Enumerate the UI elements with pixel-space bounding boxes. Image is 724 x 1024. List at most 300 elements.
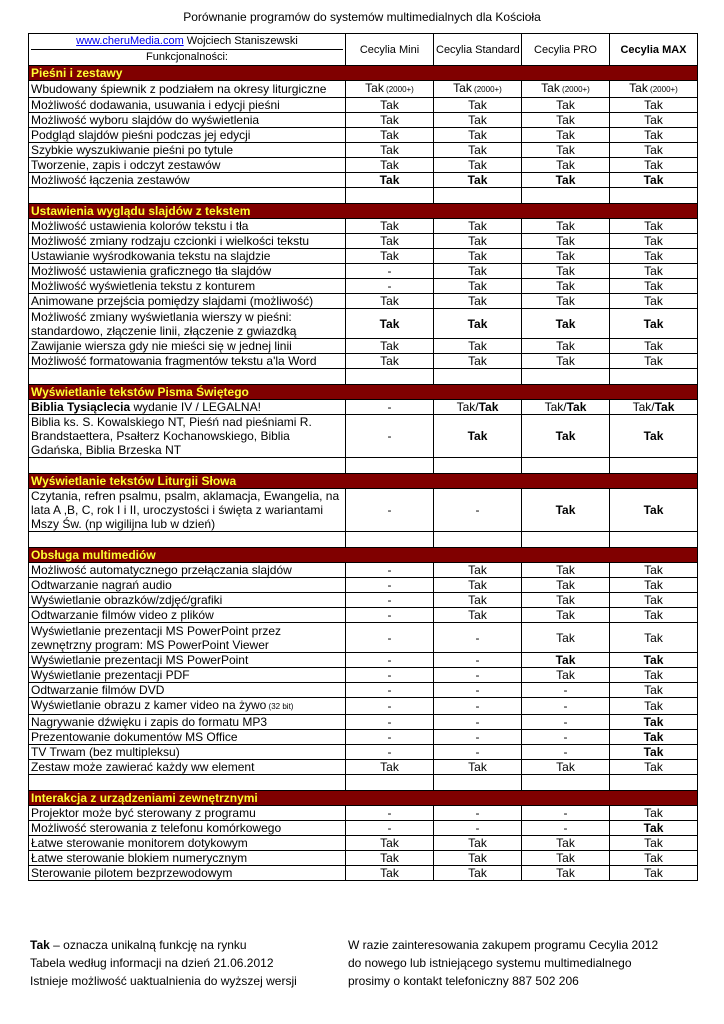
feature-label [29,128,346,143]
value-text: - [387,730,392,744]
value-text: Tak [468,128,487,142]
value-cell-max [610,745,698,760]
feature-label [29,608,346,623]
value-cell-max [610,264,698,279]
value-cell-mini [346,98,434,113]
comparison-table [28,33,698,881]
value-cell-pro [522,730,610,745]
value-cell-standard [434,730,522,745]
value-text: - [475,730,480,744]
feature-label [29,836,346,851]
value-text: Tak [541,81,560,95]
value-text: Tak [556,608,575,622]
value-cell-mini [346,851,434,866]
value-cell-max [610,730,698,745]
value-text: Tak [556,294,575,308]
value-text: Tak [556,836,575,850]
feature-label [29,81,346,98]
value-text: Tak [644,339,663,353]
feature-label [29,158,346,173]
spacer-cell [522,775,610,791]
website-link[interactable]: www.cheruMedia.com [76,35,184,47]
value-text: - [387,668,392,682]
value-text: - [387,279,392,293]
value-cell-pro [522,309,610,339]
value-cell-standard [434,578,522,593]
value-note: (2000+) [647,85,678,94]
feature-label-text: Podgląd slajdów pieśni podczas jej edycji [31,128,251,142]
feature-label [29,294,346,309]
value-cell-max [610,81,698,98]
value-text: Tak [644,158,663,172]
value-text: - [475,821,480,835]
feature-label-text: Możliwość sterowania z telefonu komórkowego [31,821,282,835]
table-row [29,489,698,532]
table-row [29,653,698,668]
value-text: Tak [644,836,663,850]
value-text: Tak [644,219,663,233]
value-text: Tak [556,851,575,865]
value-cell-mini [346,730,434,745]
spacer-cell [346,458,434,474]
value-cell-pro [522,489,610,532]
table-row [29,715,698,730]
value-text-bold: Tak [643,821,664,835]
table-row [29,730,698,745]
value-text: Tak [644,128,663,142]
feature-label-text: Możliwość łączenia zestawów [31,173,190,187]
feature-label [29,806,346,821]
value-text-bold: Tak [555,316,576,331]
table-row [29,745,698,760]
value-text: Tak [644,699,663,713]
value-cell-pro [522,279,610,294]
value-cell-mini [346,354,434,369]
header-left-cell [29,34,346,66]
value-text: - [475,630,480,645]
value-text-bold: Tak [643,316,664,331]
value-cell-standard [434,158,522,173]
value-text-bold: Tak [643,745,664,759]
value-text-bold: Tak [467,316,488,331]
spacer-row [29,188,698,204]
value-text: - [563,730,568,744]
value-cell-pro [522,821,610,836]
spacer-cell [434,532,522,548]
value-text: Tak [644,683,663,697]
value-text: - [387,806,392,820]
feature-label [29,730,346,745]
feature-label [29,173,346,188]
feature-label [29,851,346,866]
value-text: Tak [644,113,663,127]
value-text: Tak [644,630,663,645]
value-cell-max [610,158,698,173]
feature-label-text: wydanie IV / LEGALNA! [130,400,261,414]
value-text: Tak [544,400,564,414]
value-text: Tak [468,760,487,774]
value-text: Tak [468,339,487,353]
feature-label [29,339,346,354]
value-cell-max [610,249,698,264]
value-text: - [475,699,480,713]
table-row [29,683,698,698]
feature-label-text: Możliwość zmiany rodzaju czcionki i wielkości tekstu [31,234,310,248]
spacer-cell [29,458,346,474]
value-text: Tak [556,668,575,682]
value-text: - [475,715,480,729]
feature-label-text: Łatwe sterowanie monitorem dotykowym [31,836,248,850]
feature-label-text: Możliwość zmiany wyświetlania wierszy w pieśni: standardowo, złączenie linii, złączenie z gwiazdką [31,309,297,338]
feature-label-text: Tworzenie, zapis i odczyt zestawów [31,158,221,172]
value-cell-mini [346,128,434,143]
value-text: - [387,264,392,278]
feature-label-text: Sterowanie pilotem bezprzewodowym [31,866,233,880]
value-text-bold: Tak [555,653,576,667]
spacer-cell [522,458,610,474]
feature-label [29,563,346,578]
value-text: Tak [468,608,487,622]
value-cell-max [610,593,698,608]
value-cell-mini [346,143,434,158]
value-text: - [563,806,568,820]
feature-label-text: Odtwarzanie nagrań audio [31,578,172,592]
spacer-cell [29,775,346,791]
feature-label-text: Możliwość formatowania fragmentów tekstu a'la Word [31,354,317,368]
spacer-cell [346,188,434,204]
value-text-bold: Tak [643,173,664,187]
value-cell-max [610,715,698,730]
value-cell-standard [434,81,522,98]
value-cell-mini [346,836,434,851]
value-cell-standard [434,715,522,730]
table-row [29,294,698,309]
table-row [29,173,698,188]
value-cell-mini [346,339,434,354]
value-text: - [475,683,480,697]
value-cell-pro [522,806,610,821]
value-cell-pro [522,98,610,113]
value-text: Tak [468,866,487,880]
value-text: Tak [644,279,663,293]
value-text-bold: Tak [654,400,675,414]
value-note: (2000+) [559,85,590,94]
section-title: Wyświetlanie tekstów Pisma Świętego [29,385,698,400]
value-note: (2000+) [383,85,414,94]
value-cell-mini [346,563,434,578]
feature-label-text: Możliwość ustawienia graficznego tła slajdów [31,264,272,278]
feature-label-text: Możliwość wyświetlenia tekstu z konturem [31,279,256,293]
value-cell-mini [346,821,434,836]
value-cell-pro [522,219,610,234]
value-text: Tak [629,81,648,95]
value-cell-mini [346,623,434,653]
value-cell-standard [434,760,522,775]
spacer-row [29,532,698,548]
value-text: - [475,653,480,667]
section-header-row [29,474,698,489]
feature-label-text: Możliwość wyboru slajdów do wyświetlenia [31,113,260,127]
spacer-cell [29,532,346,548]
value-text: Tak [556,354,575,368]
table-row [29,623,698,653]
value-text: Tak [556,113,575,127]
value-cell-pro [522,143,610,158]
legend-text: – oznacza unikalną funkcję na rynku [49,938,247,952]
value-cell-pro [522,294,610,309]
column-header-max: Cecylia MAX [610,34,698,66]
value-cell-mini [346,113,434,128]
feature-label [29,400,346,415]
value-text: Tak [380,98,399,112]
feature-label-text: Wyświetlanie obrazu z kamer video na żywo [31,698,267,712]
value-cell-standard [434,234,522,249]
table-row [29,760,698,775]
value-text: Tak [644,578,663,592]
value-text-bold: Tak [379,173,400,187]
value-cell-pro [522,851,610,866]
value-cell-pro [522,173,610,188]
value-cell-standard [434,698,522,715]
spacer-row [29,458,698,474]
value-text: Tak [468,264,487,278]
value-text: Tak [380,294,399,308]
spacer-cell [522,532,610,548]
value-text: Tak [556,234,575,248]
value-text: - [475,806,480,820]
author-name: Wojciech Staniszewski [183,35,298,47]
value-text: - [387,699,392,713]
value-cell-mini [346,745,434,760]
value-cell-max [610,608,698,623]
table-row [29,806,698,821]
value-text: Tak [644,249,663,263]
feature-label [29,760,346,775]
value-cell-pro [522,866,610,881]
value-cell-mini [346,264,434,279]
value-cell-standard: Tak/Tak [434,400,522,415]
value-cell-mini [346,279,434,294]
feature-label [29,683,346,698]
value-cell-max [610,821,698,836]
value-text: Tak [468,578,487,592]
value-text: Tak [380,249,399,263]
table-row [29,143,698,158]
value-cell-pro [522,698,610,715]
feature-label [29,354,346,369]
value-cell-max [610,339,698,354]
value-text-bold: Tak [643,715,664,729]
section-header-row [29,791,698,806]
value-text: - [563,715,568,729]
value-cell-standard [434,415,522,458]
value-cell-standard [434,623,522,653]
table-row [29,578,698,593]
value-text-bold: Tak [643,653,664,667]
value-text: Tak [380,760,399,774]
feature-label [29,98,346,113]
value-cell-max [610,354,698,369]
feature-label [29,821,346,836]
value-text: Tak [644,668,663,682]
upgrade-line: Istnieje możliwość uaktualnienia do wyższej wersji [30,974,297,988]
value-cell-pro [522,339,610,354]
value-cell-max [610,851,698,866]
feature-label-text: Prezentowanie dokumentów MS Office [31,730,238,744]
value-cell-max [610,668,698,683]
feature-label [29,415,346,458]
value-text: Tak [556,578,575,592]
value-text: Tak [468,98,487,112]
value-text: Tak [468,249,487,263]
value-cell-mini [346,866,434,881]
value-text: Tak [556,563,575,577]
value-text: Tak [556,630,575,645]
value-text-bold: Tak [379,316,400,331]
spacer-row [29,775,698,791]
table-row [29,158,698,173]
value-text-bold: Tak [555,429,576,443]
value-cell-standard [434,653,522,668]
value-cell-max [610,279,698,294]
value-text: - [475,668,480,682]
table-row [29,81,698,98]
value-cell-standard [434,354,522,369]
value-cell-max [610,563,698,578]
value-text-bold: Tak [467,173,488,187]
value-cell-standard [434,836,522,851]
value-cell-max [610,623,698,653]
section-title: Interakcja z urządzeniami zewnętrznymi [29,791,698,806]
value-text-bold: Tak [643,730,664,744]
value-cell-mini [346,715,434,730]
author-line [31,34,343,50]
feature-label-text: Łatwe sterowanie blokiem numerycznym [31,851,248,865]
spacer-cell [29,188,346,204]
value-text: Tak [380,866,399,880]
value-text: Tak [644,563,663,577]
value-text: Tak [468,593,487,607]
feature-label [29,698,346,715]
value-cell-standard [434,683,522,698]
value-cell-mini [346,158,434,173]
value-text: Tak [644,98,663,112]
spacer-cell [610,775,698,791]
value-cell-mini [346,309,434,339]
value-text: Tak [380,851,399,865]
value-text-bold: Tak [643,429,664,443]
value-cell-max [610,866,698,881]
value-cell-max [610,489,698,532]
feature-label-text: Szybkie wyszukiwanie pieśni po tytule [31,143,234,157]
value-cell-standard [434,264,522,279]
value-text-bold: Tak [566,400,587,414]
value-text: - [563,821,568,835]
value-cell-mini [346,760,434,775]
value-cell-standard [434,745,522,760]
value-cell-pro [522,81,610,98]
value-cell-standard [434,668,522,683]
feature-label-note: (32 bit) [266,702,294,711]
feature-label-text: Nagrywanie dźwięku i zapis do formatu MP3 [31,715,268,729]
section-title: Wyświetlanie tekstów Liturgii Słowa [29,474,698,489]
value-text: Tak [468,836,487,850]
value-cell-mini [346,294,434,309]
value-note: (2000+) [471,85,502,94]
value-cell-pro [522,593,610,608]
value-cell-pro [522,668,610,683]
value-cell-pro: Tak/Tak [522,400,610,415]
value-cell-max [610,836,698,851]
value-cell-pro [522,623,610,653]
spacer-cell [346,532,434,548]
value-cell-mini [346,173,434,188]
value-cell-mini [346,415,434,458]
table-row [29,249,698,264]
value-cell-max [610,698,698,715]
value-cell-standard [434,563,522,578]
spacer-cell [610,369,698,385]
value-text: - [387,745,392,759]
value-cell-max [610,294,698,309]
value-text: - [387,503,392,517]
feature-label-text: Możliwość dodawania, usuwania i edycji pieśni [31,98,280,112]
value-cell-standard [434,143,522,158]
value-cell-pro [522,715,610,730]
value-text: Tak [468,143,487,157]
value-text: Tak [380,143,399,157]
value-text: - [563,699,568,713]
spacer-cell [29,369,346,385]
feature-label-text: Możliwość ustawienia kolorów tekstu i tła [31,219,249,233]
spacer-cell [522,188,610,204]
feature-label-text: Ustawianie wyśrodkowania tekstu na slajdzie [31,249,271,263]
spacer-cell [522,369,610,385]
value-text: Tak [556,866,575,880]
value-cell-pro [522,354,610,369]
value-text: Tak [644,294,663,308]
value-text: Tak [644,760,663,774]
value-text: Tak [644,264,663,278]
feature-label [29,489,346,532]
table-row [29,608,698,623]
value-text: Tak [380,158,399,172]
value-text: Tak [556,219,575,233]
spacer-cell [610,188,698,204]
value-cell-pro [522,745,610,760]
section-title: Ustawienia wyglądu slajdów z tekstem [29,204,698,219]
footer-right [348,936,658,990]
spacer-cell [346,369,434,385]
table-row [29,128,698,143]
value-text: - [387,630,392,645]
value-text: Tak [556,760,575,774]
value-cell-standard [434,339,522,354]
value-cell-max [610,760,698,775]
feature-label-text: Czytania, refren psalmu, psalm, aklamacja, Ewangelia, na lata A ,B, C, rok I i II, uroczystości i święta z wariantami Mszy Św. (np wigilijna lub w dzień) [31,489,340,531]
value-text: Tak [468,563,487,577]
value-cell-standard [434,294,522,309]
feature-label-bold: Biblia Tysiąclecia [31,400,131,414]
page-title: Porównanie programów do systemów multimedialnych dla Kościoła [183,10,541,24]
value-text: Tak [380,113,399,127]
table-row [29,563,698,578]
value-text: Tak [468,158,487,172]
table-row [29,836,698,851]
feature-label [29,866,346,881]
value-text: Tak [644,866,663,880]
column-header-standard: Cecylia Standard [434,34,522,66]
